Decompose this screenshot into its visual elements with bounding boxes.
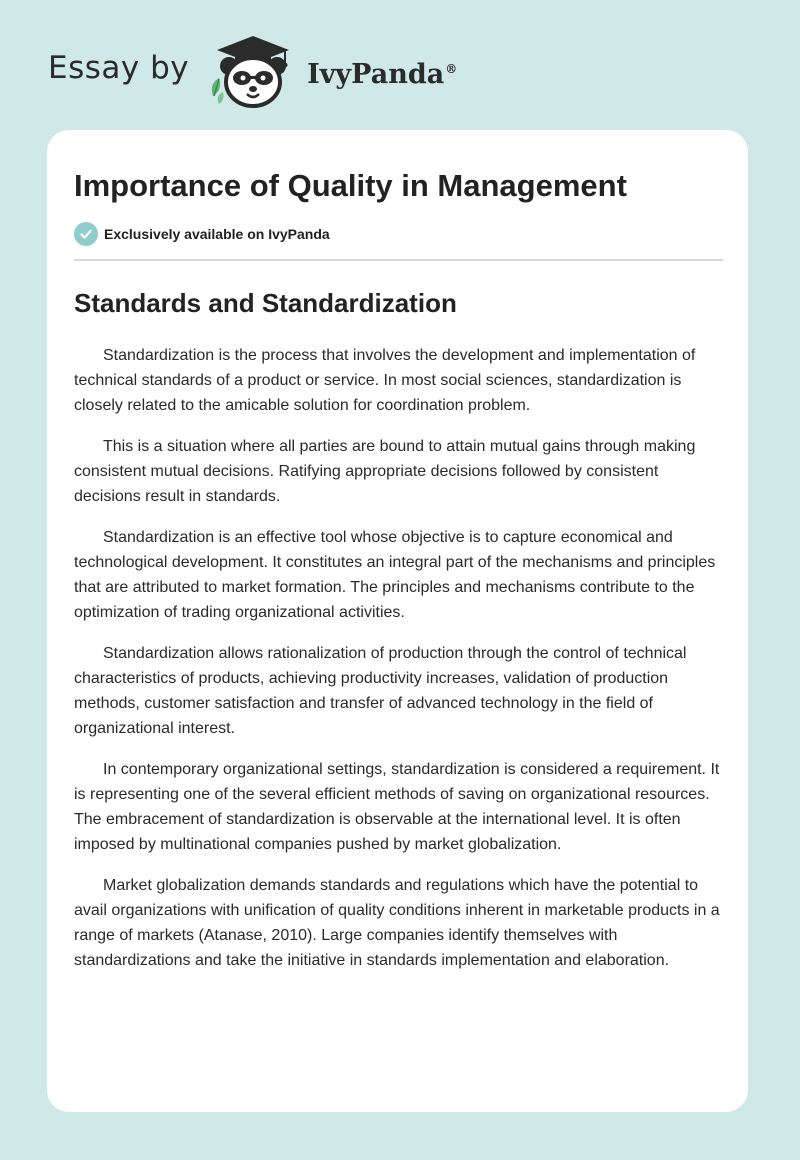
badge-text: Exclusively available on IvyPanda	[104, 226, 330, 242]
brand-prefix: Essay by	[48, 50, 190, 86]
paragraph: Standardization is the process that involves the development and implementation of technical standards of a product or service. In most social sciences, standardization is closely related to the amicable solution for coordination problem.	[74, 347, 696, 414]
paragraph: In contemporary organizational settings, standardization is considered a requirement. It is representing one of the several efficient methods of saving on organizational resources. The embracement of standardization is observable at the international level. It is often imposed by multinational companies pushed by market globalization.	[74, 761, 720, 853]
brand-name	[307, 59, 457, 90]
brand-name-text: IvyPanda	[307, 58, 445, 90]
essay-card	[47, 130, 748, 1112]
divider	[74, 259, 723, 261]
page-title: Importance of Quality in Management	[74, 168, 627, 203]
panda-logo-icon	[205, 34, 301, 110]
paragraph: Standardization allows rationalization of production through the control of technical characteristics of products, achieving productivity increases, validation of production methods, customer satisfaction and transfer of advanced technology in the field of organizational interest.	[74, 645, 687, 737]
exclusive-badge	[74, 221, 722, 247]
section-heading: Standards and Standardization	[74, 288, 457, 318]
check-icon	[74, 222, 98, 246]
brand-reg-mark: ®	[445, 61, 458, 76]
essay-body	[74, 343, 722, 973]
brand-header[interactable]	[48, 34, 457, 110]
paragraph: This is a situation where all parties are bound to attain mutual gains through making consistent mutual decisions. Ratifying appropriate decisions followed by consistent decisions result in standards.	[74, 438, 696, 505]
paragraph: Market globalization demands standards and regulations which have the potential to avail organizations with unification of quality conditions inherent in marketable products in a range of markets (Atanase, 2010). Large companies identify themselves with standardizations and take the initiative in standards implementation and elaboration.	[74, 877, 720, 969]
paragraph: Standardization is an effective tool whose objective is to capture economical and technological development. It constitutes an integral part of the mechanisms and principles that are attributed to market formation. The principles and mechanisms contribute to the optimization of trading organizational activities.	[74, 529, 716, 621]
